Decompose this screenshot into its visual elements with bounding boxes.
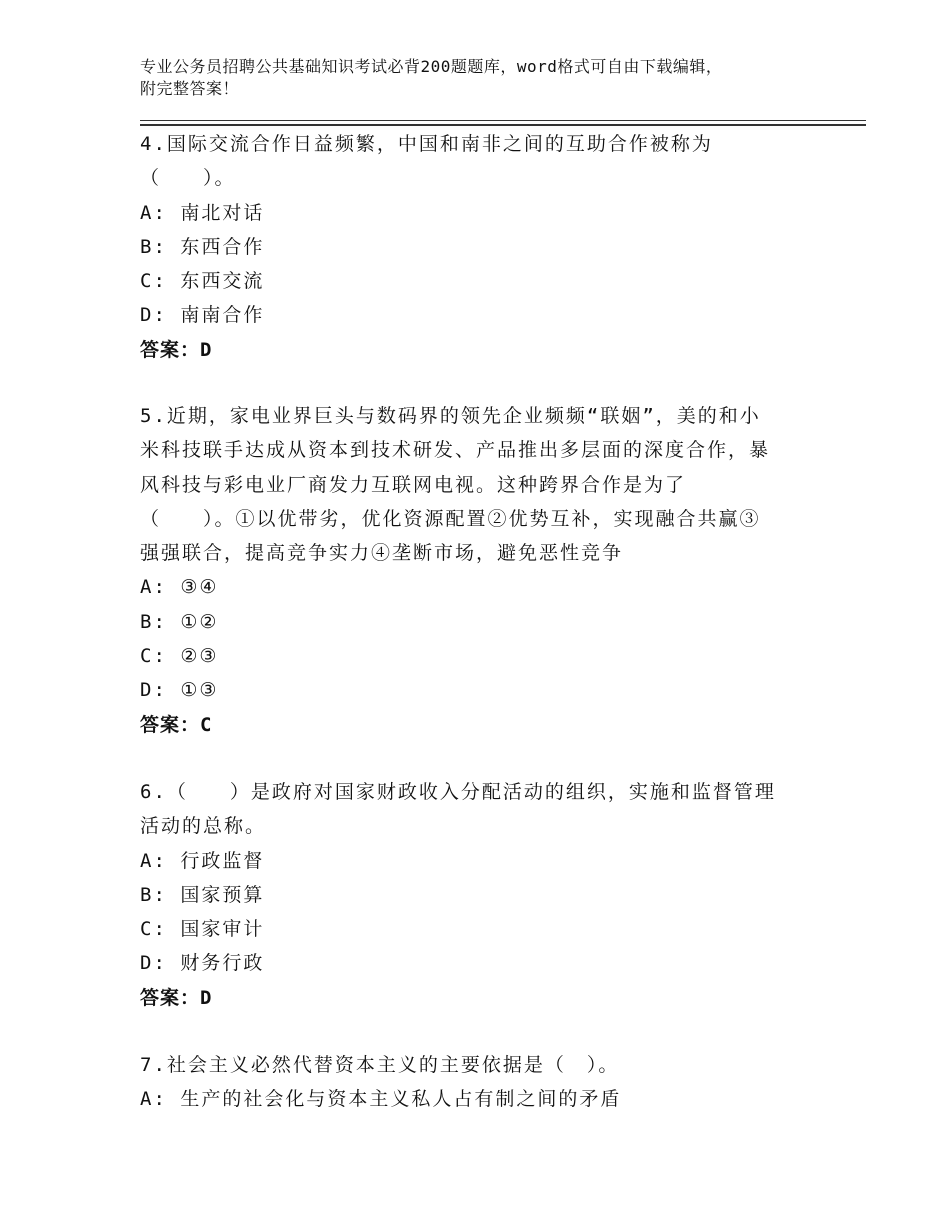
question-stem-line: 7.社会主义必然代替资本主义的主要依据是（ ）。 — [140, 1054, 620, 1076]
question-6 — [140, 775, 800, 1015]
question-stem-line: （ ）。 — [140, 167, 236, 190]
question-stem-line: 风科技与彩电业厂商发力互联网电视。这种跨界合作是为了 — [140, 473, 687, 496]
question-stem-line: 4.国际交流合作日益频繁，中国和南非之间的互助合作被称为 — [140, 133, 713, 155]
question-stem-line: 6.（ ）是政府对国家财政收入分配活动的组织，实施和监督管理 — [140, 781, 776, 803]
option-c: C: ②③ — [140, 645, 219, 668]
option-b: B: 东西合作 — [140, 235, 265, 258]
option-a: A: 南北对话 — [140, 201, 265, 224]
option-a: A: ③④ — [140, 576, 219, 599]
question-4 — [140, 127, 800, 367]
question-stem-line: 强强联合，提高竞争实力④垄断市场，避免恶性竞争 — [140, 542, 624, 565]
option-b: B: 国家预算 — [140, 883, 265, 906]
option-c: C: 东西交流 — [140, 270, 265, 293]
option-d: D: 南南合作 — [140, 304, 265, 327]
document-header — [140, 56, 820, 100]
option-b: B: ①② — [140, 610, 219, 633]
question-stem-line: 5.近期，家电业界巨头与数码界的领先企业频频“联姻”，美的和小 — [140, 405, 761, 427]
header-divider-thick — [140, 124, 866, 126]
question-stem-line: 活动的总称。 — [140, 815, 267, 838]
answer: 答案：C — [140, 713, 213, 736]
option-c: C: 国家审计 — [140, 918, 265, 941]
question-stem-line: （ ）。①以优带劣，优化资源配置②优势互补，实现融合共赢③ — [140, 507, 761, 530]
option-d: D: 财务行政 — [140, 952, 265, 975]
header-line-1: 专业公务员招聘公共基础知识考试必背200题题库，word格式可自由下载编辑， — [140, 57, 723, 76]
question-7 — [140, 1048, 800, 1117]
answer: 答案：D — [140, 986, 213, 1009]
answer: 答案：D — [140, 338, 213, 361]
option-a: A: 行政监督 — [140, 849, 265, 872]
question-5 — [140, 399, 800, 742]
question-stem-line: 米科技联手达成从资本到技术研发、产品推出多层面的深度合作，暴 — [140, 439, 771, 462]
option-a: A: 生产的社会化与资本主义私人占有制之间的矛盾 — [140, 1088, 622, 1111]
option-d: D: ①③ — [140, 679, 219, 702]
header-line-2: 附完整答案！ — [140, 79, 240, 98]
header-divider-thin — [140, 120, 866, 121]
